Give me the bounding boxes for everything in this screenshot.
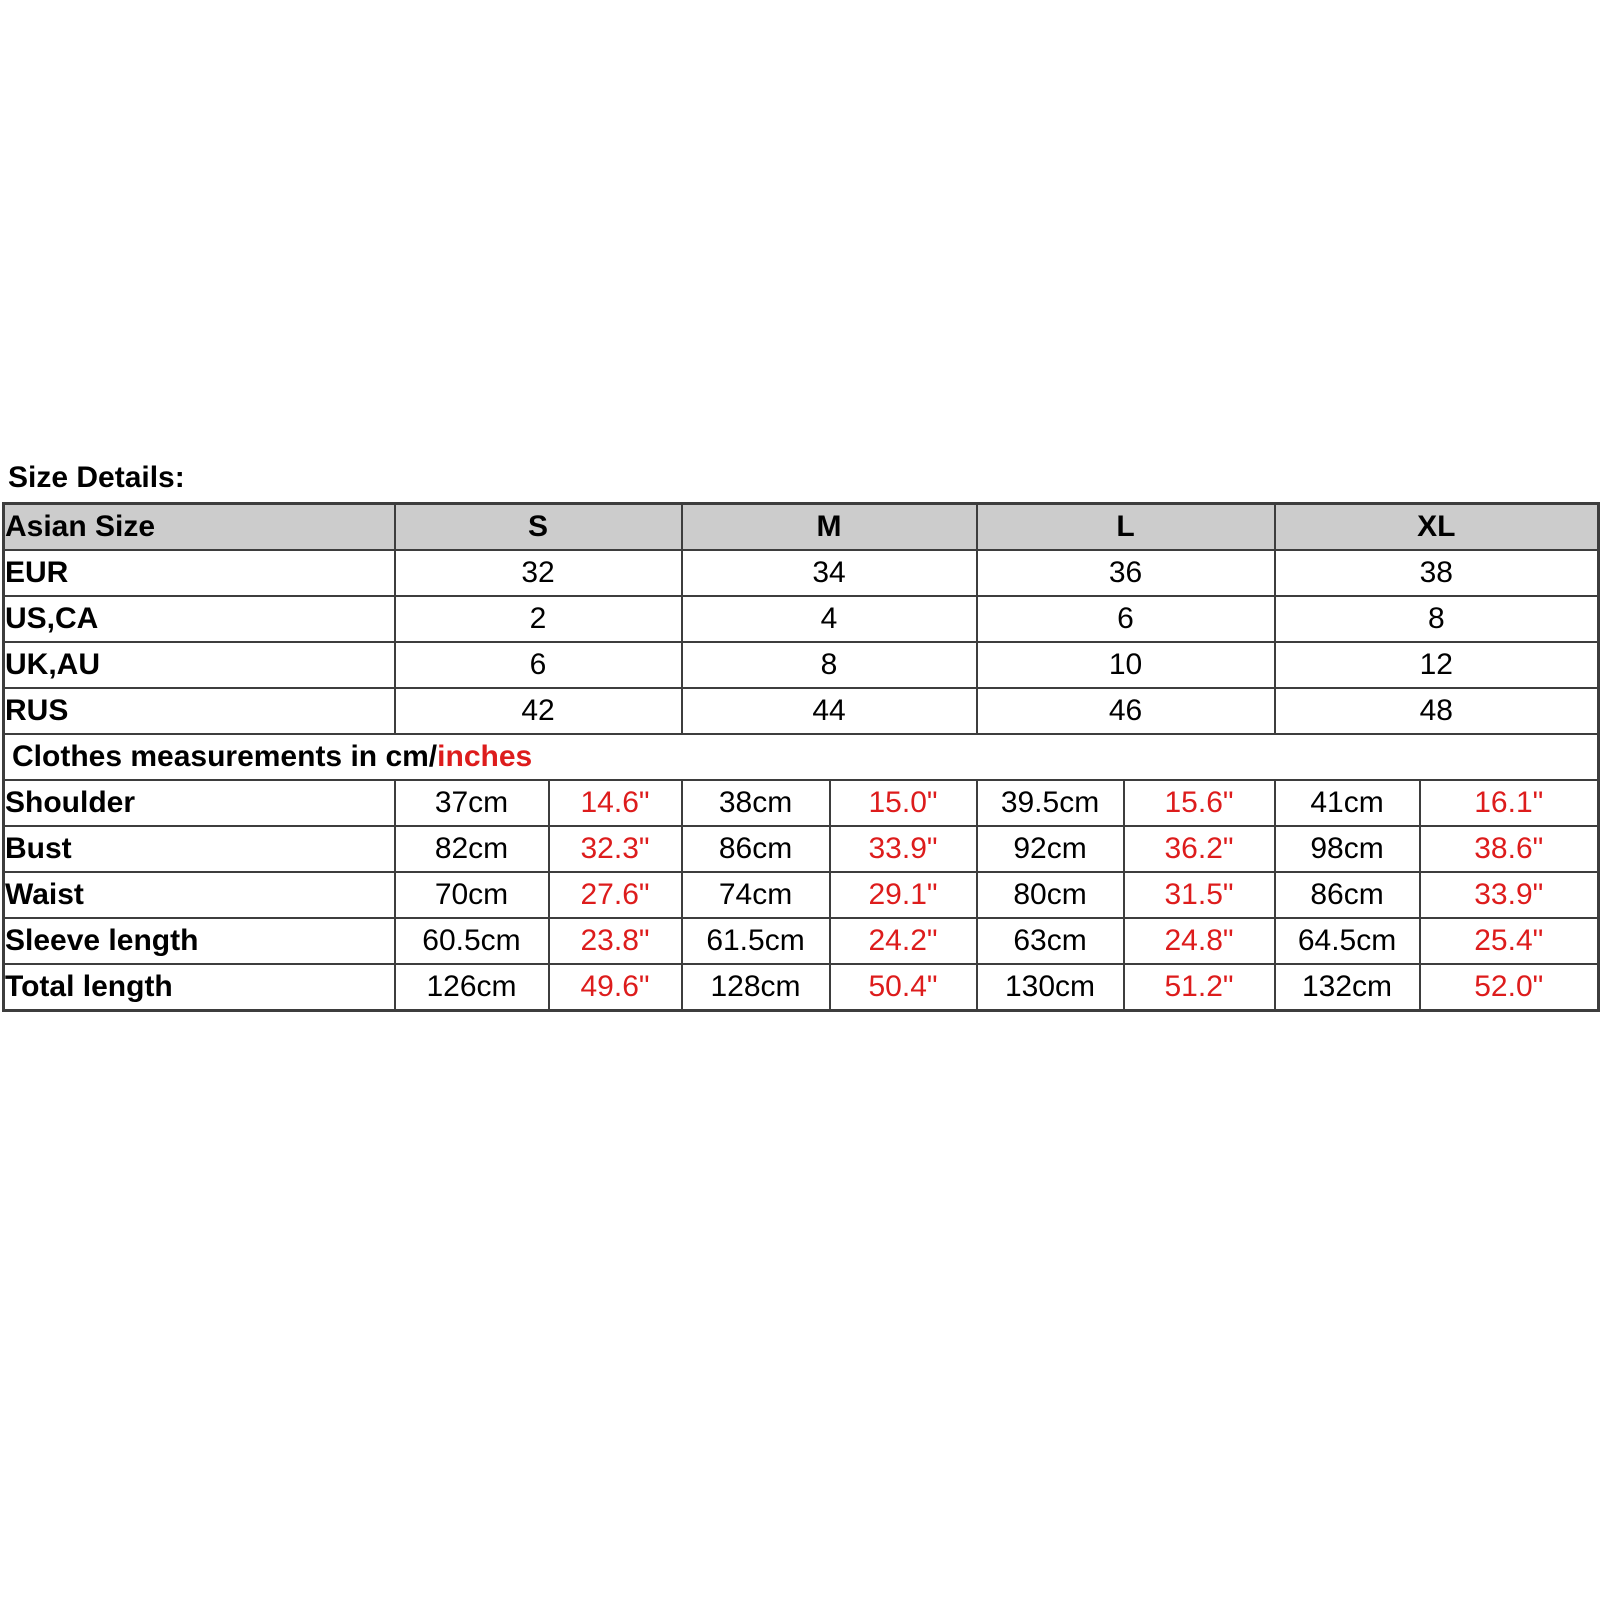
cell-inches: 50.4"	[830, 964, 977, 1011]
cell-cm: 38cm	[682, 780, 830, 826]
table-row-waist	[4, 872, 1599, 918]
cell-value: 36	[977, 550, 1275, 596]
cell-inches: 15.6"	[1124, 780, 1275, 826]
page-title: Size Details:	[8, 461, 185, 494]
header-cell-xl: XL	[1275, 504, 1599, 551]
cell-inches: 29.1"	[830, 872, 977, 918]
cell-cm: 41cm	[1275, 780, 1420, 826]
row-label: RUS	[4, 688, 395, 734]
size-details-section	[2, 461, 1597, 1012]
cell-cm: 86cm	[1275, 872, 1420, 918]
cell-value: 8	[1275, 596, 1599, 642]
cell-value: 8	[682, 642, 977, 688]
cell-value: 42	[395, 688, 682, 734]
cell-inches: 49.6"	[549, 964, 682, 1011]
cell-inches: 24.8"	[1124, 918, 1275, 964]
cell-value: 12	[1275, 642, 1599, 688]
cell-inches: 32.3"	[549, 826, 682, 872]
cell-inches: 51.2"	[1124, 964, 1275, 1011]
cell-value: 6	[977, 596, 1275, 642]
row-label: US,CA	[4, 596, 395, 642]
cell-cm: 64.5cm	[1275, 918, 1420, 964]
row-label: Shoulder	[4, 780, 395, 826]
cell-cm: 126cm	[395, 964, 549, 1011]
cell-cm: 60.5cm	[395, 918, 549, 964]
cell-inches: 36.2"	[1124, 826, 1275, 872]
cell-value: 44	[682, 688, 977, 734]
cell-value: 46	[977, 688, 1275, 734]
row-label: UK,AU	[4, 642, 395, 688]
header-cell-l: L	[977, 504, 1275, 551]
cell-cm: 39.5cm	[977, 780, 1124, 826]
row-label: Waist	[4, 872, 395, 918]
cell-cm: 74cm	[682, 872, 830, 918]
row-label: Bust	[4, 826, 395, 872]
cell-cm: 92cm	[977, 826, 1124, 872]
cell-value: 32	[395, 550, 682, 596]
size-chart-table	[2, 502, 1600, 1012]
header-cell-asian-size: Asian Size	[4, 504, 395, 551]
cell-value: 4	[682, 596, 977, 642]
cell-cm: 37cm	[395, 780, 549, 826]
cell-value: 34	[682, 550, 977, 596]
row-label: EUR	[4, 550, 395, 596]
section-header-row	[4, 734, 1599, 780]
cell-cm: 63cm	[977, 918, 1124, 964]
header-cell-s: S	[395, 504, 682, 551]
section-header-red-text: inches	[437, 740, 533, 773]
cell-cm: 61.5cm	[682, 918, 830, 964]
cell-inches: 31.5"	[1124, 872, 1275, 918]
table-row-rus	[4, 688, 1599, 734]
cell-value: 6	[395, 642, 682, 688]
cell-cm: 128cm	[682, 964, 830, 1011]
table-row-ukau	[4, 642, 1599, 688]
row-label: Sleeve length	[4, 918, 395, 964]
cell-inches: 33.9"	[1420, 872, 1599, 918]
table-row-bust	[4, 826, 1599, 872]
table-row-sleeve-length	[4, 918, 1599, 964]
table-row-total-length	[4, 964, 1599, 1011]
table-header-row	[4, 504, 1599, 551]
cell-inches: 16.1"	[1420, 780, 1599, 826]
cell-inches: 15.0"	[830, 780, 977, 826]
cell-value: 10	[977, 642, 1275, 688]
cell-value: 38	[1275, 550, 1599, 596]
cell-value: 2	[395, 596, 682, 642]
cell-cm: 130cm	[977, 964, 1124, 1011]
header-cell-m: M	[682, 504, 977, 551]
cell-inches: 14.6"	[549, 780, 682, 826]
cell-inches: 38.6"	[1420, 826, 1599, 872]
row-label: Total length	[4, 964, 395, 1011]
cell-inches: 27.6"	[549, 872, 682, 918]
table-row-shoulder	[4, 780, 1599, 826]
table-row-usca	[4, 596, 1599, 642]
table-row-eur	[4, 550, 1599, 596]
cell-cm: 82cm	[395, 826, 549, 872]
cell-cm: 86cm	[682, 826, 830, 872]
cell-inches: 23.8"	[549, 918, 682, 964]
cell-inches: 24.2"	[830, 918, 977, 964]
section-header-cell	[4, 734, 1599, 780]
cell-cm: 132cm	[1275, 964, 1420, 1011]
cell-cm: 98cm	[1275, 826, 1420, 872]
cell-cm: 70cm	[395, 872, 549, 918]
cell-inches: 33.9"	[830, 826, 977, 872]
cell-inches: 25.4"	[1420, 918, 1599, 964]
section-header-black-text: Clothes measurements in cm/	[12, 740, 438, 773]
cell-cm: 80cm	[977, 872, 1124, 918]
cell-value: 48	[1275, 688, 1599, 734]
cell-inches: 52.0"	[1420, 964, 1599, 1011]
